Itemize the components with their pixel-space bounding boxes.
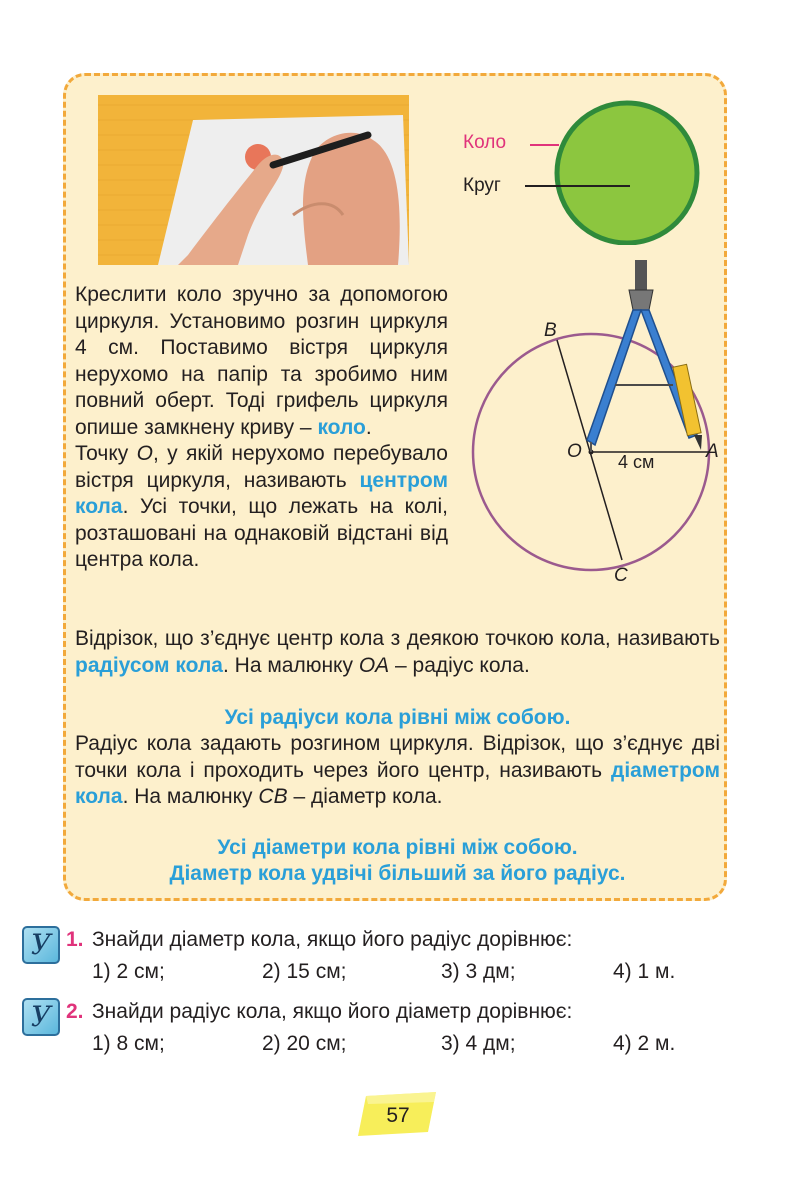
task-1-option-4: 4) 1 м. — [613, 960, 676, 983]
term-center: центром кола — [75, 468, 448, 518]
theory-paragraph-radius: Відрізок, що з’єднує центр кола з деякою точкою кола, називають радіусом кола. На малюнку OA – радіус кола. — [75, 627, 720, 677]
point-b-label: B — [544, 320, 557, 341]
label-kolo: Коло — [463, 132, 507, 153]
point-a-label: A — [706, 441, 719, 462]
term-diameter: діаметром кола — [75, 758, 720, 808]
page-number: 57 — [386, 1104, 410, 1127]
task-2-option-3: 3) 4 дм; — [441, 1032, 516, 1055]
task-2-text: Знайди радіус кола, якщо його діаметр дорівнює: — [92, 1000, 573, 1023]
task-1-text: Знайди діаметр кола, якщо його радіус дорівнює: — [92, 928, 573, 951]
task-1-number: 1. — [66, 928, 84, 951]
point-o-label: O — [567, 441, 582, 462]
oral-task-icon: У — [22, 998, 60, 1036]
task-2-option-4: 4) 2 м. — [613, 1032, 676, 1055]
rule-diameter-double: Діаметр кола удвічі більший за його радіус. — [169, 862, 626, 885]
label-kruh: Круг — [463, 175, 501, 196]
term-kolo: коло — [317, 415, 366, 439]
rule-diameters-equal: Усі діаметри кола рівні між собою. — [217, 836, 578, 859]
task-2-option-2: 2) 20 см; — [262, 1032, 347, 1055]
point-c-label: C — [614, 565, 628, 586]
radius-length-label: 4 см — [618, 452, 655, 472]
rule-radii-equal: Усі радіуси кола рівні між собою. — [224, 706, 571, 729]
task-1-option-3: 3) 3 дм; — [441, 960, 516, 983]
task-2-number: 2. — [66, 1000, 84, 1023]
compass-drawing-photo — [98, 95, 409, 265]
task-2-option-1: 1) 8 см; — [92, 1032, 165, 1055]
compass-circle-figure — [465, 255, 725, 595]
task-1-option-2: 2) 15 см; — [262, 960, 347, 983]
task-1-option-1: 1) 2 см; — [92, 960, 165, 983]
theory-paragraph-diameter: Радіус кола задають розгином циркуля. Відрізок, що з’єднує дві точки кола і проходить через його центр, називають діаметром кола. На малюнку CB – діаметр кола. — [75, 732, 720, 808]
oral-task-icon: У — [22, 926, 60, 964]
circle-disk-figure — [455, 100, 705, 245]
term-radius: радіусом кола — [75, 653, 223, 677]
theory-paragraph-1: Креслити коло зручно за допомогою циркуля. Установимо розгин циркуля 4 см. Поставимо вістря циркуля нерухомо на папір та зробимо ним повний оберт. Тоді грифель циркуля опише замкнену криву – коло. Точку O, у якій нерухомо перебувало вістря циркуля, називають центром кола. Усі точки, що лежать на колі, розташовані на однаковій відстані від центра кола. — [75, 283, 448, 571]
